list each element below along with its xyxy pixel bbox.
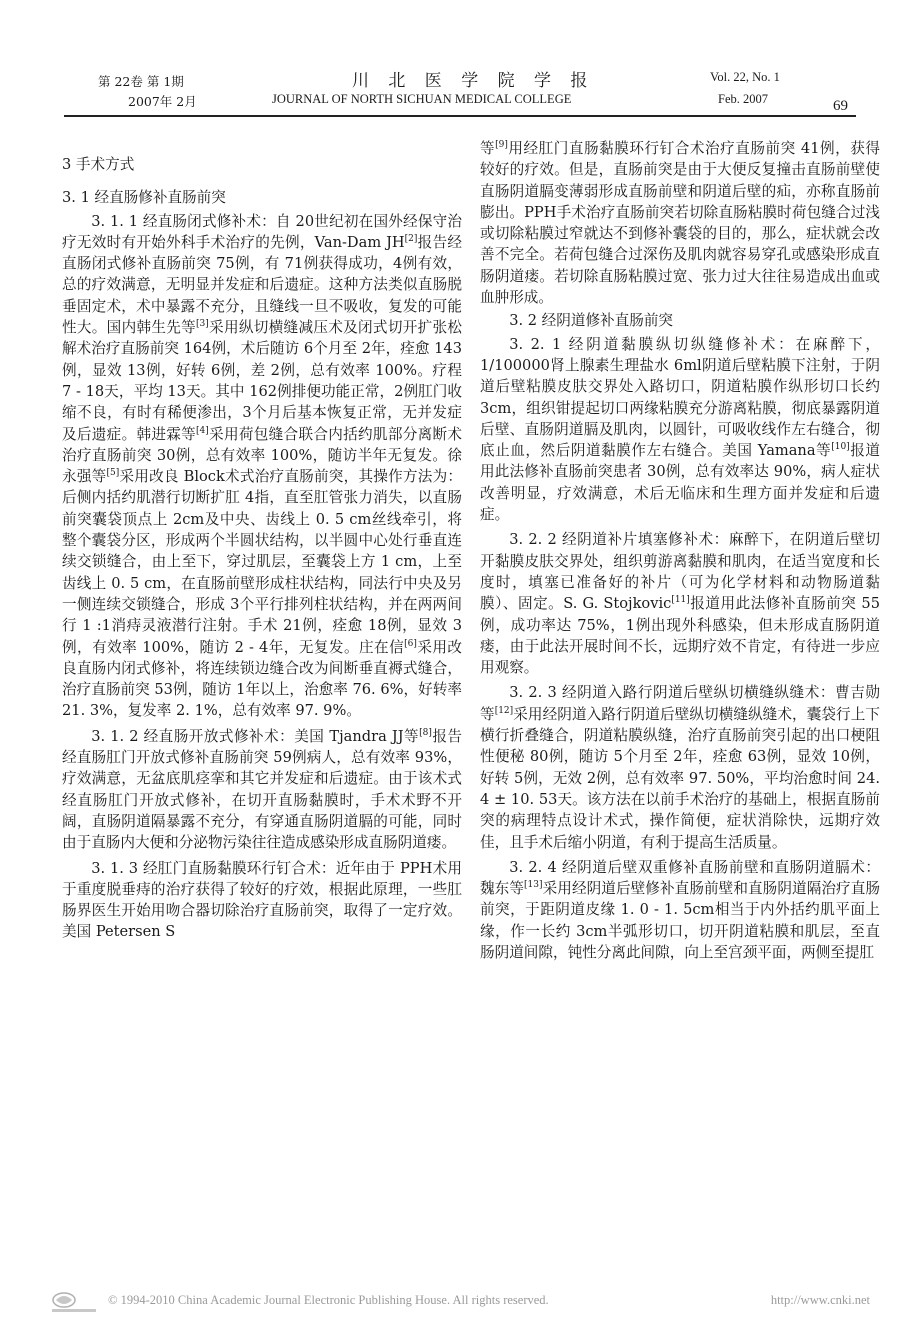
paragraph-3-1-3-continued: 等[9]用经肛门直肠黏膜环行钉合术治疗直肠前突 41例，获得较好的疗效。但是，直肠前突是由于大便反复撞击直肠前壁使直肠阴道膈变薄弱形成直肠前壁和阴道后壁的疝，亦称直肠前膨出。PPH手术治疗直肠前突若切除直肠粘膜时荷包缝合过浅或切除粘膜过窄就达不到修补囊袋的目的，那么，症状就会改善不完全。若荷包缝合过深伤及肌肉就容易穿孔或感染形成直肠阴道瘘。若切除直肠粘膜过宽、张力过大往往易造成出血或血肿形成。 [480, 140, 880, 307]
header-rule [64, 115, 856, 117]
issue-date-en: Feb. 2007 [718, 92, 768, 106]
citation-12[interactable]: [12] [494, 705, 514, 716]
paragraph-3-1-3: 3. 1. 3 经肛门直肠黏膜环行钉合术：近年由于 PPH术用于重度脱垂痔的治疗获得了较好的疗效，根据此原理，一些肛肠界医生开始用吻合器切除治疗直肠前突，取得了一定疗效。美国 Petersen S [62, 859, 462, 941]
paragraph-3-2-3: 3. 2. 3 经阴道入路行阴道后壁纵切横缝纵缝术：曹吉勋等[12]采用经阴道入路行阴道后壁纵切横缝纵缝术，囊袋行上下横行折叠缝合，阴道粘膜纵缝，治疗直肠前突引起的出口梗阻性便秘 80例，随访 5个月至 2年，痊愈 63例，显效 10例，好转 5例，无效 2例，总有效率 97. 50%，平均治愈时间 24. 4 ± 10. 53天。该方法在以前手术治疗的基础上，根据直肠前突的病理特点设计术式，操作简便，症状消除快，远期疗效佳，且手术后缩小阴道，有利于提高生活质量。 [480, 684, 880, 851]
citation-10[interactable]: [10] [831, 442, 850, 453]
citation-5[interactable]: [5] [106, 468, 120, 479]
copyright-text: © 1994-2010 China Academic Journal Electronic Publishing House. All rights reserved. [108, 1293, 549, 1307]
right-column [480, 138, 880, 963]
citation-4[interactable]: [4] [196, 425, 209, 436]
section-title: 3 手术方式 [62, 156, 135, 173]
journal-header [0, 0, 920, 120]
subsection-3-2: 3. 2 经阴道修补直肠前突 [509, 312, 674, 330]
page-number: 69 [833, 98, 848, 114]
paragraph-3-1-1: 3. 1. 1 经直肠闭式修补术：自 20世纪初在国外经保守治疗无效时有开始外科手术治疗的先例，Van-Dam JH[2]报告经直肠闭式修补直肠前突 75例，有 71例获得成功，4例有效，总的疗效满意，无明显并发症和后遗症。这种方法类似直肠脱垂固定术，术中暴露不充分，且缝线一旦不吸收，复发的可能性大。国内韩生先等[3]采用纵切横缝减压术及闭式切开扩张松解术治疗直肠前突 164例，术后随访 6个月至 2年，痊愈 143例，显效 13例，好转 6例，差 2例，总有效率 100%。疗程 7 - 18天，平均 13天。其中 162例排便功能正常，2例肛门收缩不良，有时有稀便渗出，3个月后基本恢复正常，无并发症及后遗症。韩进霖等[4]采用荷包缝合联合内括约肌部分离断术治疗直肠前突 30例，总有效率 100%，随访半年无复发。徐永强等[5]采用改良 Block术式治疗直肠前突，其操作方法为：后侧内括约肌潜行切断扩肛 4指，直至肛管张力消失，以直肠前突囊袋顶点上 2cm及中央、齿线上 0. 5 cm丝线牵引，将整个囊袋分区，形成两个半圆状结构，以半圆中心处行垂直连续交锁缝合，由上至下，穿过肌层，至囊袋上方 1 cm，上至齿线上 0. 5 cm，在直肠前壁形成柱状结构，同法行中央及另一侧连续交锁缝合，形成 3个平行排列柱状结构，并在两两间行 1 :1消痔灵液潜行注射。手术 21例，痊愈 18例，显效 3例，有效率 100%，随访 2 - 4年，无复发。庄在信[6]采用改良直肠内闭式修补，将连续锁边缝合改为间断垂直褥式缝合，治疗直肠前突 53例，随访 1年以上，治愈率 76. 6%，好转率 21. 3%，复发率 2. 1%，总有效率 97. 9%。 [62, 212, 462, 720]
issue-date-cn: 2007年 2月 [128, 94, 197, 109]
citation-8[interactable]: [8] [419, 727, 432, 738]
journal-title-cn: 川 北 医 学 院 学 报 [352, 71, 595, 91]
volume-issue: 第 22卷 第 1期 [98, 74, 184, 89]
paragraph-3-1-2: 3. 1. 2 经直肠开放式修补术：美国 Tjandra JJ等[8]报告经直肠肛门开放式修补直肠前突 59例病人，总有效率 93%，疗效满意，无盆底肌痉挛和其它并发症和后遗症。由于该术式经直肠肛门开放式修补，在切开直肠黏膜时，手术术野不开阔，直肠阴道隔暴露不充分，有穿通直肠阴道膈的可能，同时由于直肠内大便和分泌物污染往往造成感染形成直肠阴道瘘。 [62, 727, 462, 852]
paragraph-3-2-2: 3. 2. 2 经阴道补片填塞修补术：麻醉下，在阴道后壁切开黏膜皮肤交界处，组织剪游离黏膜和肌肉，在适当宽度和长度时，填塞已准备好的补片（可为化学材料和动物肠道黏膜）、固定。S. G. Stojkovic[11]报道用此法修补直肠前突 55例，成功率达 75%，1例出现外科感染，但未形成直肠阴道瘘，由于此法开展时间不长，远期疗效不肯定，有待进一步应用观察。 [480, 531, 880, 677]
paragraph-3-2-4: 3. 2. 4 经阴道后壁双重修补直肠前壁和直肠阴道膈术：魏东等[13]采用经阴道后壁修补直肠前壁和直肠阴道隔治疗直肠前突，于距阴道皮缘 1. 0 - 1. 5cm相当于内外括约肌平面上缘，作一长约 3cm半弧形切口，切开阴道粘膜和肌层，至直肠阴道间隙，钝性分离此间隙，向上至宫颈平面，两侧至提肛 [480, 858, 880, 961]
citation-11[interactable]: [11] [671, 595, 690, 606]
citation-13[interactable]: [13] [524, 880, 543, 891]
citation-2[interactable]: [2] [404, 234, 418, 245]
left-column [62, 136, 462, 943]
citation-3[interactable]: [3] [196, 319, 209, 330]
cnki-logo-icon [50, 1290, 98, 1314]
cnki-url-link[interactable]: http://www.cnki.net [770, 1293, 870, 1307]
journal-title-en: JOURNAL OF NORTH SICHUAN MEDICAL COLLEGE [272, 92, 572, 106]
volume-issue-en: Vol. 22, No. 1 [710, 70, 780, 84]
paragraph-3-2-1: 3. 2. 1 经阴道黏膜纵切纵缝修补术：在麻醉下，1/100000肾上腺素生理盐水 6ml阴道后壁粘膜下注射，于阴道后壁粘膜皮肤交界处入路切口，阴道粘膜作纵形切口长约 3cm，组织钳提起切口两缘粘膜充分游离粘膜，彻底暴露阴道后壁、直肠阴道膈及肌肉，以圆针，可吸收线作左右缝合，彻底止血，然后阴道黏膜作左右缝合。美国 Yamana等[10]报道用此法修补直肠前突患者 30例，总有效率达 90%，病人症状改善明显，疗效满意，术后无临床和生理方面并发症和后遗症。 [480, 335, 880, 524]
copyright-footer [50, 1290, 870, 1316]
citation-9[interactable]: [9] [495, 140, 508, 151]
subsection-3-1: 3. 1 经直肠修补直肠前突 [62, 189, 226, 207]
citation-6[interactable]: [6] [404, 638, 417, 649]
